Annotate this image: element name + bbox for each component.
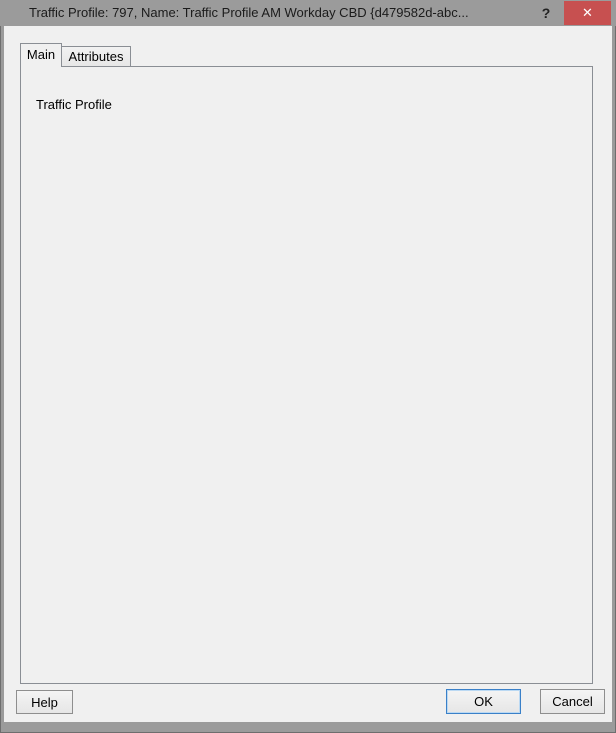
tab-attributes[interactable]: Attributes	[61, 46, 131, 67]
traffic-profile-group-title: Traffic Profile	[33, 97, 115, 112]
tab-page-main	[20, 66, 593, 684]
ok-button[interactable]: OK	[446, 689, 521, 714]
help-button[interactable]: Help	[16, 690, 73, 714]
cancel-button[interactable]: Cancel	[540, 689, 605, 714]
title-bar[interactable]	[0, 0, 616, 26]
tab-main[interactable]: Main	[20, 43, 62, 67]
help-icon[interactable]: ?	[541, 5, 551, 21]
close-icon[interactable]: ✕	[564, 1, 611, 25]
window-title: Traffic Profile: 797, Name: Traffic Profile AM Workday CBD {d479582d-abc...	[29, 5, 469, 20]
